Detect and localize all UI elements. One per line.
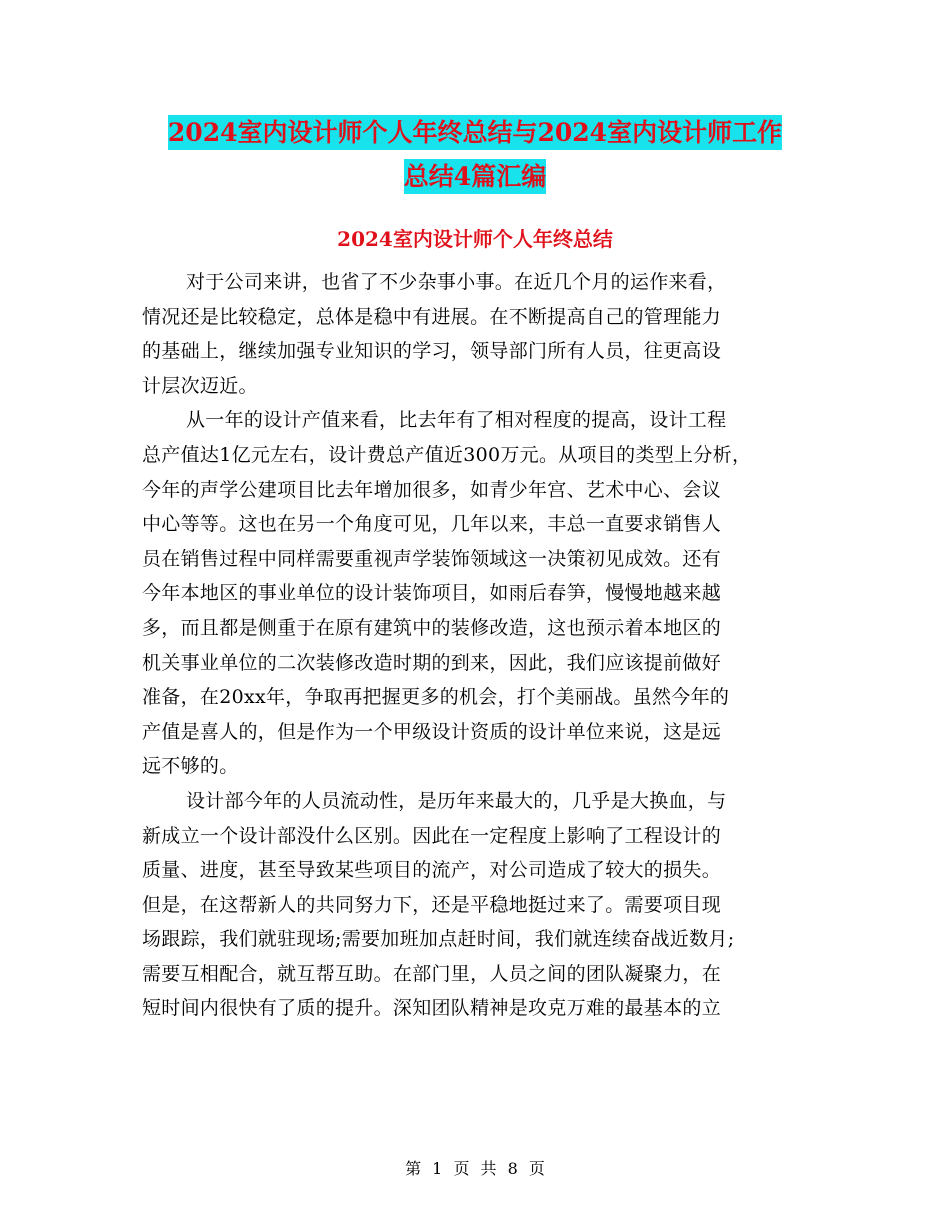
- document-title-line-1: [0, 113, 950, 149]
- paragraph-1-line: 的基础上，继续加强专业知识的学习，领导部门所有人员，往更高设: [142, 340, 722, 363]
- section-heading: 2024室内设计师个人年终总结: [337, 227, 613, 251]
- paragraph-1-line: 计层次迈近。: [142, 374, 258, 397]
- paragraph-2-line: 中心等等。这也在另一个角度可见，几年以来，丰总一直要求销售人: [142, 513, 722, 536]
- page-number-footer: 第 1 页 共 8 页: [405, 1159, 545, 1178]
- paragraph-2-line: 今年的声学公建项目比去年增加很多，如青少年宫、艺术中心、会议: [142, 478, 722, 501]
- paragraph-1-line: 对于公司来讲，也省了不少杂事小事。在近几个月的运作来看，: [186, 271, 727, 293]
- paragraph-1-line: 情况还是比较稳定，总体是稳中有进展。在不断提高自己的管理能力: [142, 305, 722, 328]
- paragraph-3-line: 设计部今年的人员流动性，是历年来最大的，几乎是大换血，与: [186, 789, 727, 812]
- paragraph-3-line: 质量、进度，甚至导致某些项目的流产，对公司造成了较大的损失。: [142, 859, 722, 882]
- paragraph-3-line: 需要互相配合，就互帮互助。在部门里，人员之间的团队凝聚力，在: [142, 962, 722, 985]
- document-title-text-2: 总结4篇汇编: [404, 159, 546, 194]
- paragraph-2-line: 从一年的设计产值来看，比去年有了相对程度的提高，设计工程: [186, 409, 727, 432]
- body-text: [142, 265, 842, 1026]
- paragraph-3-line: 但是，在这帮新人的共同努力下，还是平稳地挺过来了。需要项目现: [142, 893, 722, 916]
- document-title-line-2: [0, 157, 950, 193]
- paragraph-3-line: 新成立一个设计部没什么区别。因此在一定程度上影响了工程设计的: [142, 824, 722, 847]
- paragraph-2-line: 机关事业单位的二次装修改造时期的到来，因此，我们应该提前做好: [142, 651, 722, 674]
- document-title-text-1: 2024室内设计师个人年终总结与2024室内设计师工作: [168, 115, 782, 150]
- paragraph-2-line: 准备，在20xx年，争取再把握更多的机会，打个美丽战。虽然今年的: [142, 686, 730, 709]
- paragraph-2-line: 员在销售过程中同样需要重视声学装饰领域这一决策初见成效。还有: [142, 547, 722, 570]
- paragraph-3-line: 短时间内很快有了质的提升。深知团队精神是攻克万难的最基本的立: [142, 997, 722, 1020]
- paragraph-2-line: 远不够的。: [142, 755, 239, 778]
- paragraph-2-line: 产值是喜人的，但是作为一个甲级设计资质的设计单位来说，这是远: [142, 720, 722, 743]
- paragraph-2-line: 今年本地区的事业单位的设计装饰项目，如雨后春笋，慢慢地越来越: [142, 582, 722, 605]
- paragraph-3-line: 场跟踪，我们就驻现场;需要加班加点赶时间，我们就连续奋战近数月;: [142, 928, 735, 951]
- paragraph-2-line: 多，而且都是侧重于在原有建筑中的装修改造，这也预示着本地区的: [142, 616, 722, 639]
- paragraph-2-line: 总产值达1亿元左右，设计费总产值近300万元。从项目的类型上分析，: [142, 443, 752, 466]
